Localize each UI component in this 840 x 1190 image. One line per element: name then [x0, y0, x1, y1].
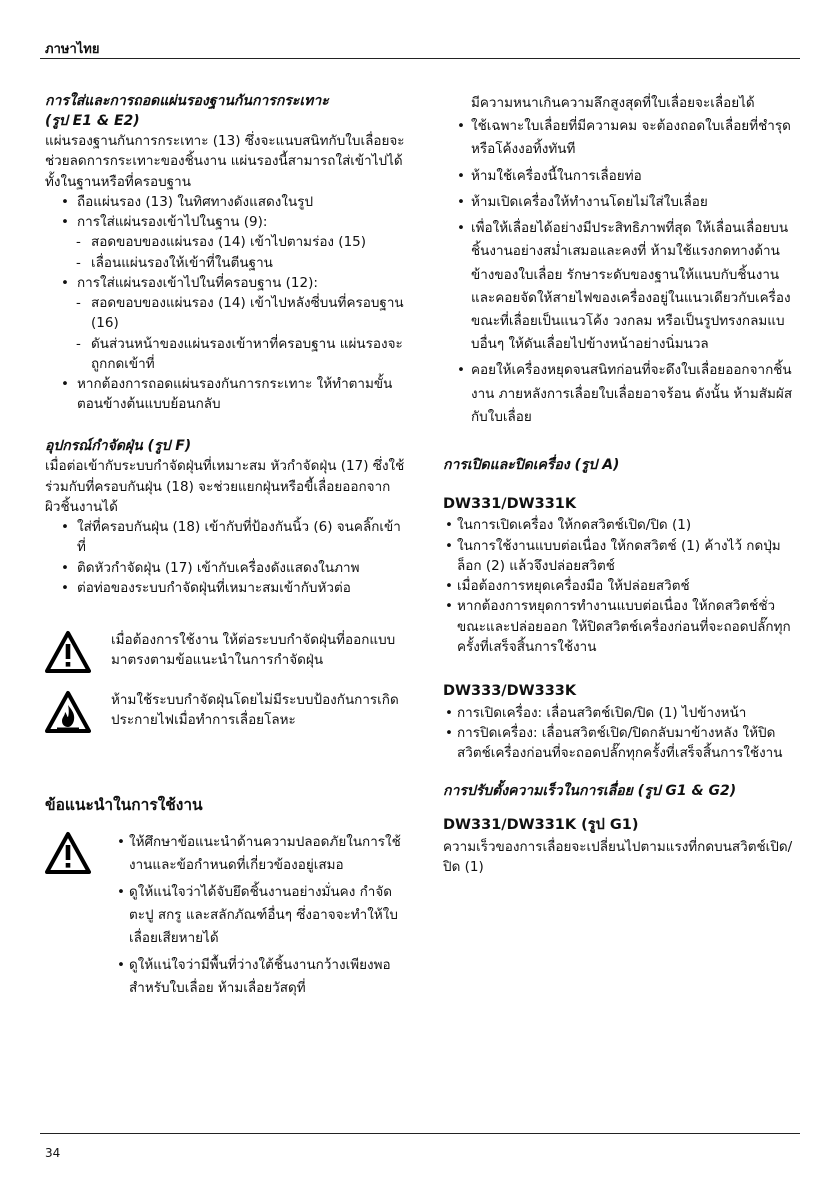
left-column — [45, 92, 405, 1004]
list-item: • ถือแผ่นรอง (13) ในทิศทางดังแสดงในรูป — [45, 192, 405, 212]
speed-section — [443, 782, 801, 878]
list-item: • การเปิดเครื่อง: เลื่อนสวิตช์เปิด/ปิด (1) ไปข้างหน้า — [443, 703, 801, 723]
dust-warning — [45, 630, 405, 674]
dust-extraction-title: อุปกรณ์กำจัดฝุ่น (รูป F) — [45, 437, 192, 454]
warning-icon — [45, 630, 91, 674]
anti-splinter-steps — [45, 192, 405, 233]
list-item: - สอดขอบของแผ่นรอง (14) เข้าไปหลังซี่บนที่ครอบฐาน (16) — [45, 293, 405, 334]
footer-rule — [40, 1133, 800, 1134]
list-item: • ในการใช้งานแบบต่อเนื่อง ให้กดสวิตช์ (1) ค้างไว้ กดปุ่มล็อก (2) แล้วจึงปล่อยสวิตช์ — [443, 536, 801, 577]
dust-warning-text: เมื่อต้องการใช้งาน ให้ต่อระบบกำจัดฝุ่นที่ออกแบบมาตรงตามข้อแนะนำในการกำจัดฝุ่น — [111, 632, 396, 669]
shoe-substeps — [45, 293, 405, 374]
model-title: DW331/DW331K (รูป G1) — [443, 817, 639, 834]
anti-splinter-section — [45, 92, 405, 415]
list-item: • การใส่แผ่นรองเข้าไปในที่ครอบฐาน (12): — [45, 273, 405, 293]
list-item: • เมื่อต้องการหยุดเครื่องมือ ให้ปล่อยสวิตช์ — [443, 576, 801, 596]
fire-warning — [45, 690, 405, 734]
list-item: • ห้ามเปิดเครื่องให้ทำงานโดยไม่ใส่ใบเลื่อย — [443, 191, 801, 214]
warning-icon — [45, 831, 91, 875]
list-item: • ติดหัวกำจัดฝุ่น (17) เข้ากับเครื่องดังแสดงในภาพ — [45, 558, 405, 578]
anti-splinter-intro: แผ่นรองฐานกันการกระเทาะ (13) ซึ่งจะแนบสนิทกับใบเลื่อยจะช่วยลดการกระเทาะของชิ้นงาน แผ่นรองนี้สามารถใส่เข้าไปได้ทั้งในฐานหรือที่ครอบฐาน — [45, 133, 405, 190]
list-item: • หากต้องการถอดแผ่นรองกันการกระเทาะ ให้ทำตามขั้นตอนข้างต้นแบบย้อนกลับ — [45, 374, 405, 415]
operating-instructions-title: ข้อแนะนำในการใช้งาน — [45, 796, 203, 815]
model-title: DW331/DW331K — [443, 495, 577, 512]
list-item: - ดันส่วนหน้าของแผ่นรองเข้าหาที่ครอบฐาน แผ่นรองจะถูกกดเข้าที่ — [45, 334, 405, 375]
operating-instructions-section — [45, 794, 405, 1004]
list-item: • ใช้เฉพาะใบเลื่อยที่มีความคม จะต้องถอดใบเลื่อยที่ชำรุดหรือโค้งงอทิ้งทันที — [443, 115, 801, 161]
list-item: • การใส่แผ่นรองเข้าไปในฐาน (9): — [45, 212, 405, 232]
list-item: • ห้ามใช้เครื่องนี้ในการเลื่อยท่อ — [443, 165, 801, 188]
page-number: 34 — [45, 1146, 61, 1160]
switch-title: การเปิดและปิดเครื่อง (รูป A) — [443, 457, 620, 474]
list-item: • ในการเปิดเครื่อง ให้กดสวิตช์เปิด/ปิด (1) — [443, 515, 801, 535]
dust-extraction-section — [45, 437, 405, 598]
dw333-switch-steps — [443, 703, 801, 764]
dw331-switch-steps — [443, 515, 801, 657]
list-item: • ดูให้แน่ใจว่ามีพื้นที่ว่างใต้ชิ้นงานกว้างเพียงพอสำหรับใบเลื่อย ห้ามเลื่อยวัสดุที่ — [117, 954, 405, 1000]
fire-warning-text: ห้ามใช้ระบบกำจัดฝุ่นโดยไม่มีระบบป้องกันการเกิดประกายไฟเมื่อทำการเลื่อยโลหะ — [111, 692, 399, 729]
list-item: • ดูให้แน่ใจว่าได้จับยึดชิ้นงานอย่างมั่นคง กำจัดตะปู สกรู และสลักภัณฑ์อื่นๆ ซึ่งอาจจะทำให้ใบเลื่อยเสียหายได้ — [117, 881, 405, 950]
list-item: • การปิดเครื่อง: เลื่อนสวิตช์เปิด/ปิดกลับมาข้างหลัง ให้ปิดสวิตช์เครื่องก่อนที่จะถอดปลั๊กทุกครั้งที่เสร็จสิ้นการใช้งาน — [443, 723, 801, 764]
list-item: • ให้ศึกษาข้อแนะนำด้านความปลอดภัยในการใช้งานและข้อกำหนดที่เกี่ยวข้องอยู่เสมอ — [117, 831, 405, 877]
header-rule — [40, 58, 800, 59]
base-substeps — [45, 232, 405, 273]
list-item: - สอดขอบของแผ่นรอง (14) เข้าไปตามร่อง (15) — [45, 232, 405, 252]
safety-list — [117, 831, 405, 1004]
list-item: • ใส่ที่ครอบกันฝุ่น (18) เข้ากับที่ป้องกันนิ้ว (6) จนคลิ๊กเข้าที่ — [45, 517, 405, 558]
usage-rules — [443, 115, 801, 429]
speed-text: ความเร็วของการเลื่อยจะเปลี่ยนไปตามแรงที่กดบนสวิตช์เปิด/ปิด (1) — [443, 839, 793, 876]
dust-steps — [45, 517, 405, 598]
language-header: ภาษาไทย — [45, 42, 100, 57]
list-item: - เลื่อนแผ่นรองให้เข้าที่ในตีนฐาน — [45, 253, 405, 273]
model-title: DW333/DW333K — [443, 683, 577, 700]
list-item: • คอยให้เครื่องหยุดจนสนิทก่อนที่จะดึงใบเลื่อยออกจากชิ้นงาน ภายหลังการเลื่อยใบเลื่อยอาจร้อน ดังนั้น ห้ามสัมผัสกับใบเลื่อย — [443, 359, 801, 429]
continued-text: มีความหนาเกินความลึกสูงสุดที่ใบเลื่อยจะเลื่อยได้ — [471, 95, 755, 111]
fire-hazard-icon — [45, 690, 91, 734]
list-item: • หากต้องการหยุดการทำงานแบบต่อเนื่อง ให้กดสวิตช์ชั่วขณะและปล่อยออก ให้ปิดสวิตช์เครื่องก่อนที่จะถอดปลั๊กทุกครั้งที่เสร็จสิ้นการใช้งาน — [443, 596, 801, 657]
switch-section — [443, 456, 801, 764]
list-item: • ต่อท่อของระบบกำจัดฝุ่นที่เหมาะสมเข้ากับหัวต่อ — [45, 578, 405, 598]
dust-extraction-intro: เมื่อต่อเข้ากับระบบกำจัดฝุ่นที่เหมาะสม หัวกำจัดฝุ่น (17) ซึ่งใช้ร่วมกับที่ครอบกันฝุ่น (18) จะช่วยแยกฝุ่นหรือขี้เลื่อยออกจากผิวชิ้นงานได้ — [45, 458, 405, 515]
right-column — [443, 92, 801, 878]
speed-title: การปรับตั้งความเร็วในการเลื่อย (รูป G1 & G2) — [443, 782, 737, 799]
list-item: • เพื่อให้เลื่อยได้อย่างมีประสิทธิภาพที่สุด ให้เลื่อนเลื่อยบนชิ้นงานอย่างสม่ำเสมอและคงที่ ห้ามใช้แรงกดทางด้านข้างของใบเลื่อย รักษาระดับของฐานให้แนบกับชิ้นงานและคอยจัดให้สายไฟของเครื่องอยู่ในแนวเดียวกับเครื่อง ขณะที่เลื่อยเป็นแนวโค้ง วงกลม หรือเป็นรูปทรงกลมแบบอื่นๆ ให้ดันเลื่อยไปข้างหน้าอย่างนิ่มนวล — [443, 217, 801, 356]
anti-splinter-title: การใส่และการถอดแผ่นรองฐานกันการกระเทาะ (รูป E1 & E2) — [45, 93, 329, 129]
